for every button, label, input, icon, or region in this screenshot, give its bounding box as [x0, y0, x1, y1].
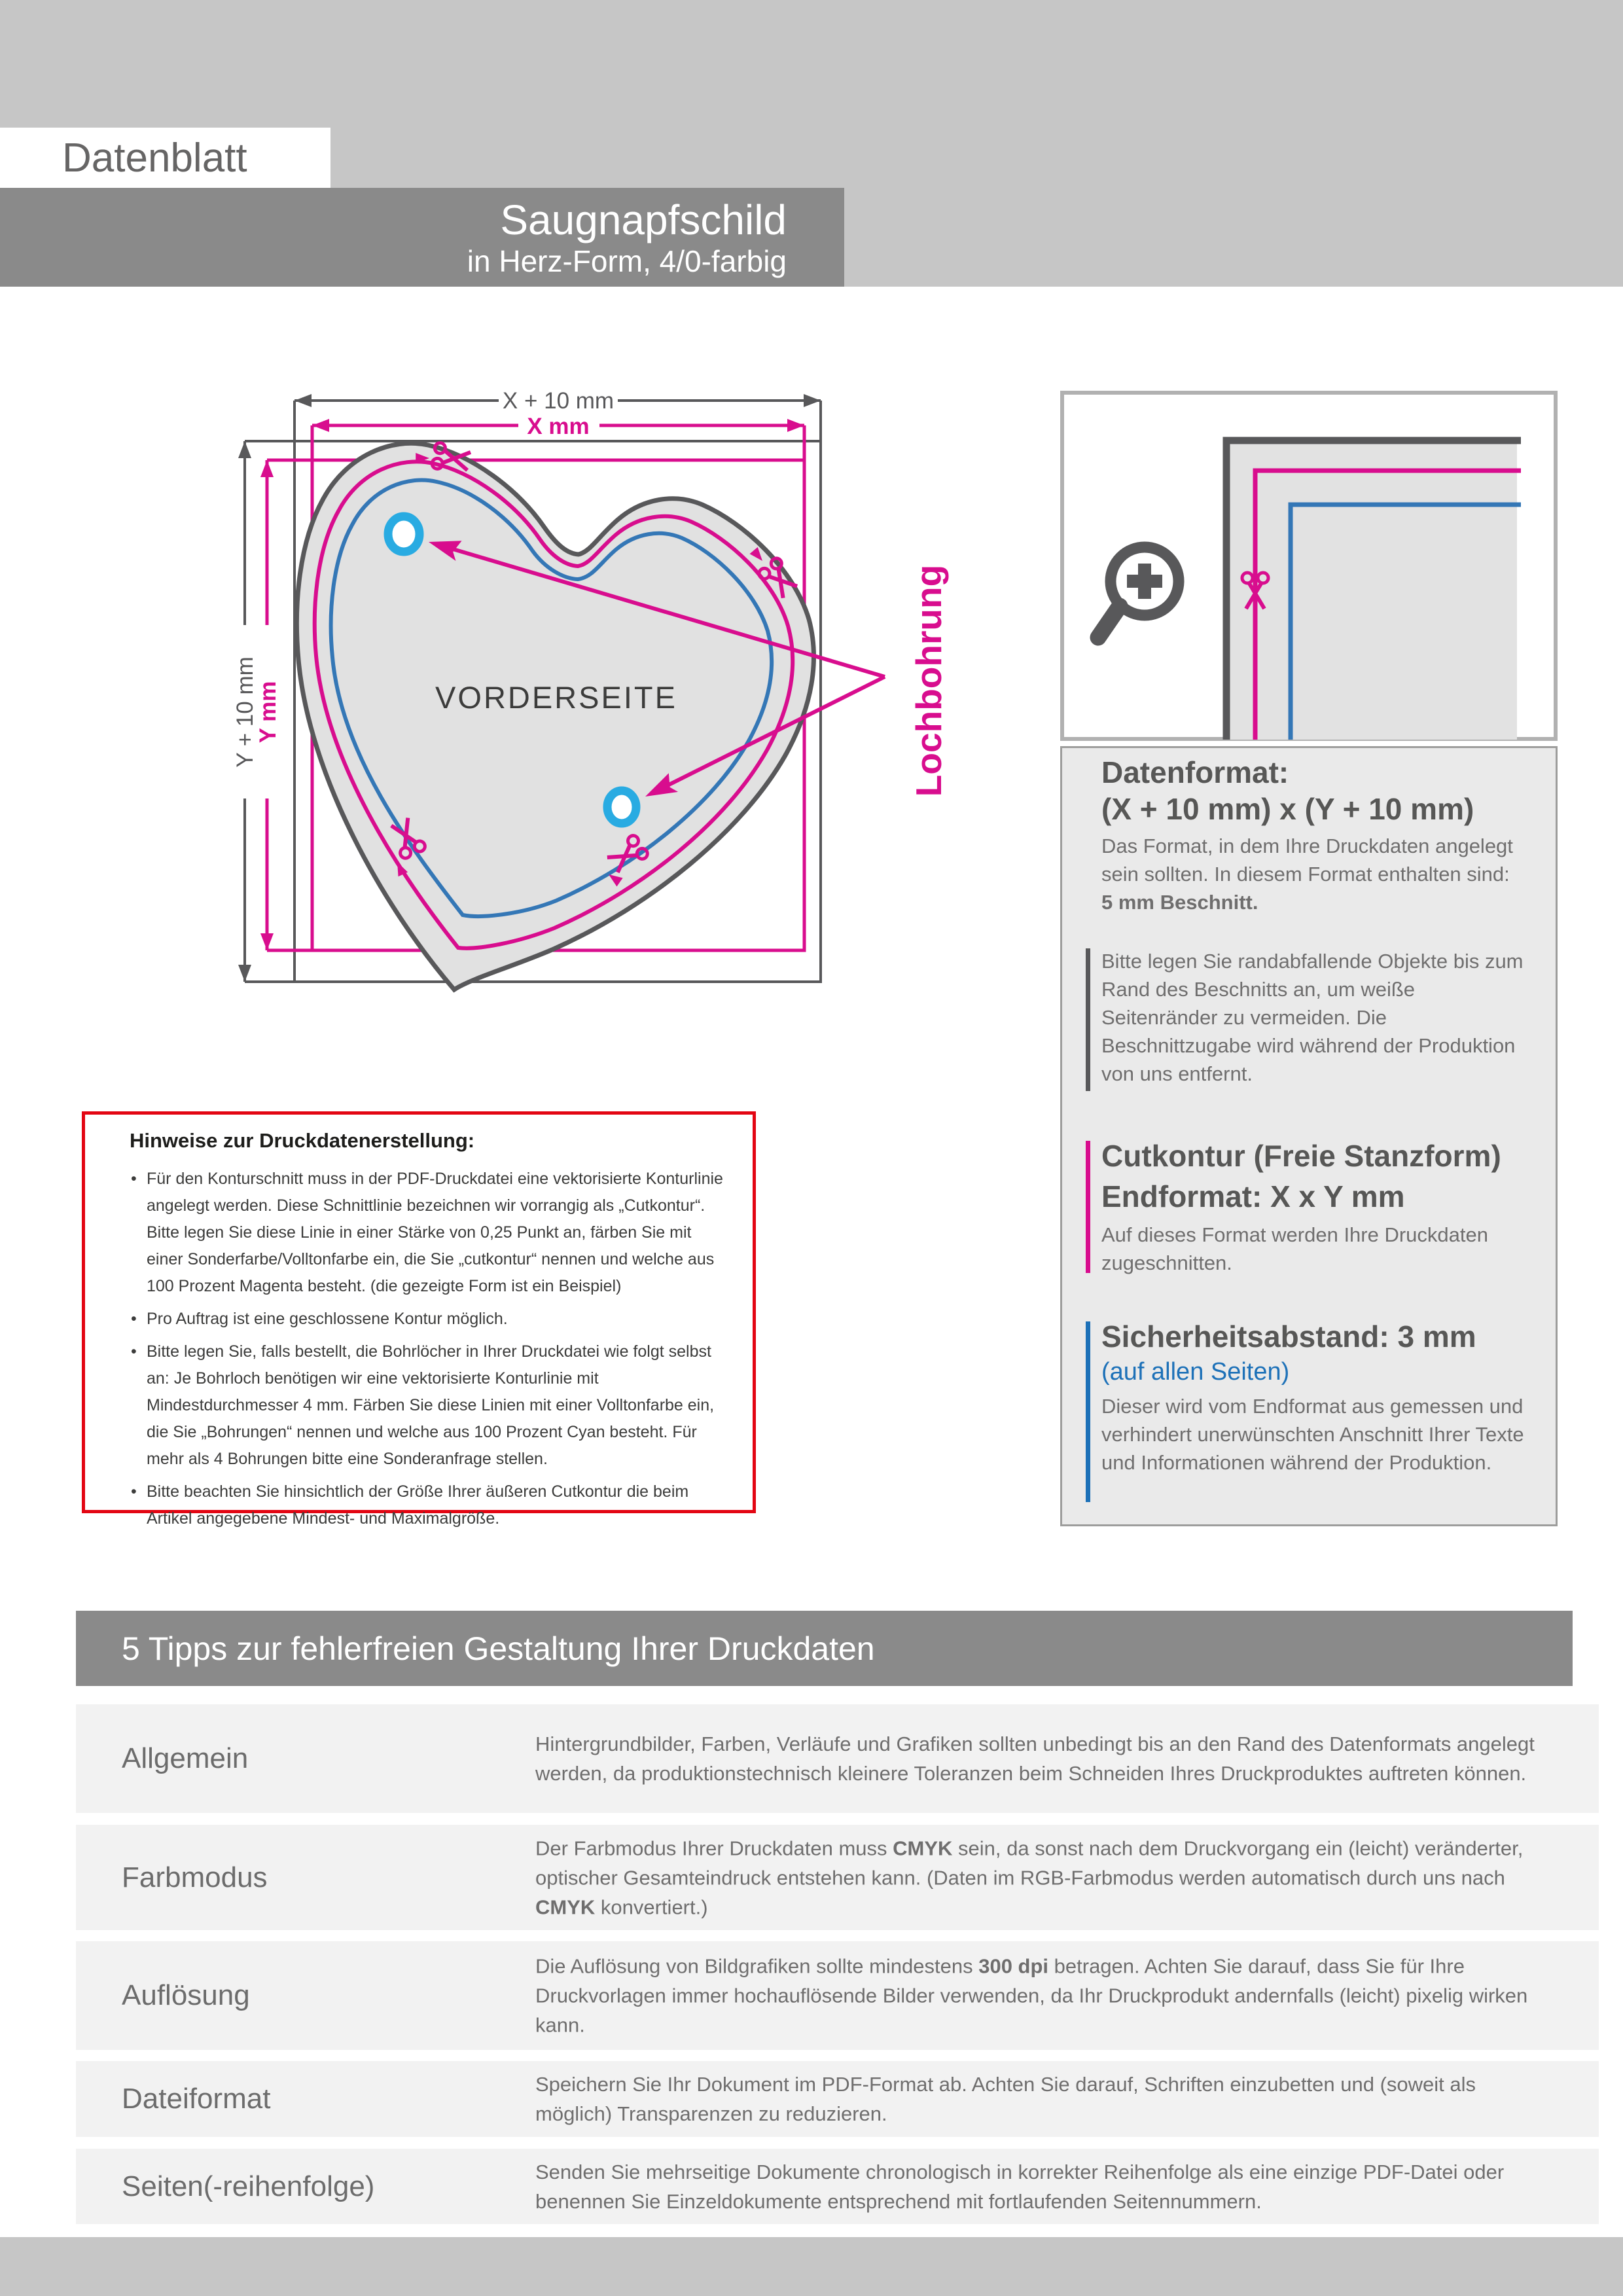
bleed-note-bar [1086, 948, 1090, 1091]
footer-gray-band [0, 2237, 1623, 2296]
tip-label: Seiten(-reihenfolge) [122, 2170, 375, 2202]
safety-title: Sicherheitsabstand: 3 mm [1101, 1319, 1476, 1354]
product-title: Saugnapfschild [500, 196, 787, 243]
notes-bullet: • Bitte beachten Sie hinsichtlich der Größe Ihrer äußeren Cutkontur die beim Artikel angegebene Mindest- und Maximalgröße. [130, 1479, 728, 1532]
safety-bar [1086, 1321, 1090, 1502]
tip-body: Der Farbmodus Ihrer Druckdaten muss CMYK sein, da sonst nach dem Druckvorgang ein (leicht) veränderter, optischer Gesamteindruck entstehen kann. (Daten im RGB-Farbmodus werden automatisch durch uns nach CMYK konvertiert.) [535, 1837, 1524, 1918]
dataformat-title: Datenformat: [1101, 755, 1289, 789]
tips-title-bar [76, 1611, 1573, 1686]
doc-type-box [0, 128, 330, 188]
cutkontur-title: Cutkontur (Freie Stanzform) [1101, 1139, 1501, 1173]
product-subtitle: in Herz-Form, 4/0-farbig [467, 243, 787, 278]
tip-label: Dateiformat [122, 2083, 271, 2115]
zoom-detail-box [1060, 391, 1558, 741]
drill-hole-2 [607, 791, 636, 823]
dataformat-body: Das Format, in dem Ihre Druckdaten angelegt sein sollten. In diesem Format enthalten sind: 5 mm Beschnitt. [1101, 834, 1513, 914]
bleed-note: Bitte legen Sie randabfallende Objekte bis zum Rand des Beschnitts an, um weiße Seitenränder zu vermeiden. Die Beschnittzugabe wird während der Produktion von uns entfernt. [1101, 950, 1524, 1085]
doc-type-label: Datenblatt [62, 135, 247, 181]
heart-diagram [196, 367, 1021, 1132]
heart-bleed-contour [296, 443, 813, 990]
tip-body: Senden Sie mehrseitige Dokumente chronologisch in korrekter Reihenfolge als eine einzige PDF-Datei oder benennen Sie Einzeldokumente entsprechend mit fortlaufenden Seitennummern. [535, 2160, 1505, 2213]
notes-list [130, 1166, 728, 1538]
tip-row-allgemein [76, 1704, 1599, 1813]
tip-label: Auflösung [122, 1979, 250, 2011]
tip-row-aufloesung [76, 1941, 1599, 2050]
tips-title: 5 Tipps zur fehlerfreien Gestaltung Ihrer Druckdaten [122, 1630, 875, 1667]
cutkontur-subtitle: Endformat: X x Y mm [1101, 1179, 1405, 1213]
front-side-label: VORDERSEITE [435, 680, 677, 715]
dim-inner-height-label: Y mm [255, 681, 281, 744]
cutkontur-bar [1086, 1141, 1090, 1273]
tip-label: Farbmodus [122, 1861, 268, 1893]
dim-outer-width-label: X + 10 mm [502, 388, 615, 414]
notes-bullet: • Für den Konturschnitt muss in der PDF-Druckdatei eine vektorisierte Konturlinie angelegt werden. Diese Schnittlinie bezeichnen wir vorrangig als „Cutkontur“. Bitte legen Sie diese Linie in einer Stärke von 0,25 Punkt an, färben Sie mit einer Sonderfarbe/Volltonfarbe ein, die Sie „cutkontur“ nennen und welche aus 100 Prozent Magenta besteht. (die gezeigte Form ist ein Beispiel) [130, 1166, 728, 1300]
magnifier-plus-icon [1080, 519, 1208, 660]
tip-label: Allgemein [122, 1742, 249, 1774]
cutkontur-body: Auf dieses Format werden Ihre Druckdaten zugeschnitten. [1101, 1223, 1488, 1274]
tip-body: Speichern Sie Ihr Dokument im PDF-Format ab. Achten Sie darauf, Schriften einzubetten und (soweit als möglich) Transparenzen zu reduzieren. [535, 2073, 1476, 2125]
info-panel [1060, 746, 1558, 1526]
hole-drilling-label: Lochbohrung [908, 564, 949, 797]
notes-bullet: • Pro Auftrag ist eine geschlossene Kontur möglich. [130, 1306, 728, 1333]
drill-hole-1 [388, 516, 419, 552]
safety-body: Dieser wird vom Endformat aus gemessen und verhindert unerwünschten Anschnitt Ihrer Texte und Informationen während der Produktion. [1101, 1395, 1524, 1474]
notes-bullet: • Bitte legen Sie, falls bestellt, die Bohrlöcher in Ihrer Druckdatei wie folgt selbst an: Je Bohrloch benötigen wir eine vektorisierte Konturlinie mit Mindestdurchmesser 4 mm. Färben Sie diese Linien mit einer Volltonfarbe ein, die Sie „Bohrungen“ nennen und welche aus 100 Prozent Cyan besteht. Für mehr als 4 Bohrungen bitte eine Sonderanfrage stellen. [130, 1338, 728, 1473]
corner-detail-graphic [1222, 434, 1521, 740]
tip-body: Die Auflösung von Bildgrafiken sollte mindestens 300 dpi betragen. Achten Sie darauf, dass Sie für Ihre Druckvorlagen immer hochauflösende Bilder verwenden, da Ihr Druckprodukt andernfalls (leicht) pixelig wirken kann. [535, 1954, 1528, 2037]
dim-outer-height-label: Y + 10 mm [232, 656, 258, 768]
tip-row-farbmodus [76, 1825, 1599, 1930]
tip-row-dateiformat [76, 2061, 1599, 2137]
tip-row-seitenreihenfolge [76, 2149, 1599, 2224]
product-title-bar [0, 188, 844, 287]
print-data-notes-box [82, 1111, 756, 1528]
dim-inner-width-label: X mm [527, 414, 590, 439]
tip-body: Hintergrundbilder, Farben, Verläufe und Grafiken sollten unbedingt bis an den Rand des Datenformats angelegt werden, da produktionstechnisch kleinere Toleranzen beim Schneiden Ihres Druckproduktes auftreten können. [535, 1732, 1535, 1785]
dataformat-formula: (X + 10 mm) x (Y + 10 mm) [1101, 792, 1474, 826]
notes-title: Hinweise zur Druckdatenerstellung: [130, 1129, 475, 1152]
safety-subtitle: (auf allen Seiten) [1101, 1358, 1290, 1386]
